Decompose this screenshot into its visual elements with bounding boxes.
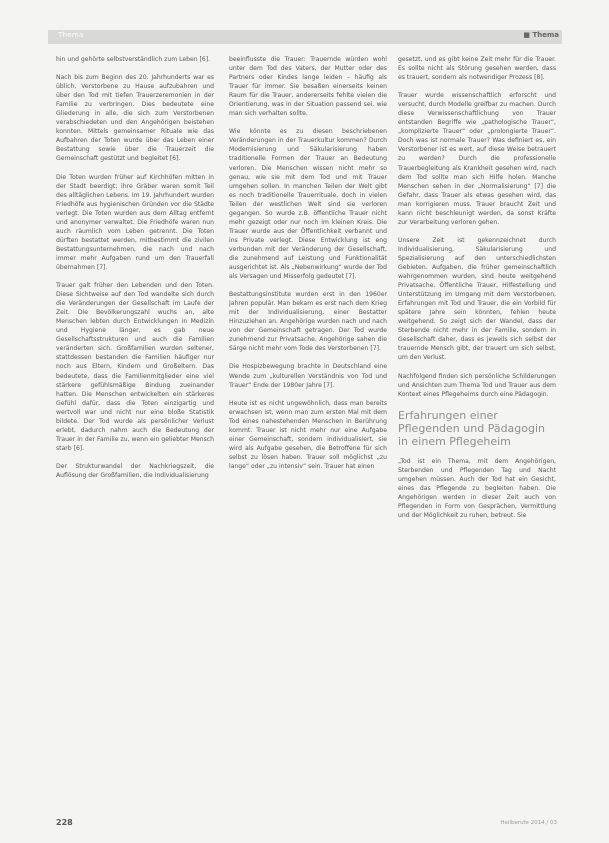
header-bar xyxy=(48,30,562,44)
paragraph: „Tod ist ein Thema, mit dem Angehörigen, Sterbenden und Pflegenden Tag und Nacht umgehen müssen. Auch der Tod hat ein Gesicht, eines das Pflegende zu begleiten haben. Die Angehörigen werden in dieser Zeit auch von Pflegenden in Form von Gesprächen, Vermittlung und der Möglichkeit zu ruhen, betreut. Sie xyxy=(398,457,556,519)
text-column-3 xyxy=(398,55,556,529)
header-thema-label: ■ Thema xyxy=(523,31,559,39)
paragraph: Trauer galt früher den Lebenden und den Toten. Diese Sichtweise auf den Tod wandelte sich durch die Veränderungen der Gesellschaft im Laufe der Zeit. Die Bevölkerungszahl wuchs an, alte Menschen lebten durch Entwicklungen in Medizin und Hygiene länger, es gab neue Gesellschaftsstrukturen und auch die Familien veränderten sich. Großfamilien wurden seltener, stattdessen bestanden die Familien häufiger nur noch aus Eltern, Kindern und Großeltern. Das bedeutete, dass die Familienmitglieder eine viel stärkere gefühlsmäßige Bindung zueinander hatten. Die Menschen entwickelten ein stärkeres Gefühl dafür, dass die Toten einzigartig und wertvoll war und nicht nur eine bloße Statistik bildete. Der Tod wurde als persönlicher Verlust erlebt, dadurch nahm auch die Bedeutung der Trauer in der Familie zu, wenn ein geliebter Mensch starb [6]. xyxy=(56,282,214,452)
text-column-1 xyxy=(56,55,214,489)
paragraph: Die Toten wurden früher auf Kirchhöfen mitten in der Stadt beerdigt; ihre Gräber waren somit Teil des alltäglichen Lebens. Im 19. Jahrhundert wurden Friedhöfe aus hygienischen Gründen vor die Städte verlegt. Die Toten wurden aus dem Alltag entfernt und anonymer verwaltet. Die Friedhöfe waren nun auch räumlich vom Leben getrennt. Die Toten dürften bestattet werden, mitbestimmt die zivilen Bestattungsunternehmen, die nach und nach immer mehr Aufgaben rund um den Trauerfall übernahmen [7]. xyxy=(56,173,214,271)
paragraph: gesetzt, und es gibt keine Zeit mehr für die Trauer. Es sollte nicht als Störung gesehen werden, dass es trauert, sondern als notwendiger Prozess [8]. xyxy=(398,56,556,82)
paragraph: Trauer wurde wissenschaftlich erforscht und versucht, durch Modelle greifbar zu machen. Durch diese Verwissenschaftlichung von Trauer entstanden Begriffe wie „pathologische Trauer“, „komplizierte Trauer“ oder „prolongierte Trauer“. Doch was ist normale Trauer? Was definiert es, ein Verstorbener ist es wert, auf diese Weise betrauert zu werden? Durch die professionelle Trauerbegleitung als Krankheit gesehen wird, nach dem Tod sollte man sich Hilfe holen. Manche Menschen sehen in der „Normalisierung“ [7] die Gefahr, dass Trauer als etwas gesehen wird, das man korrigieren muss. Trauer braucht Zeit und kann nicht beschleunigt werden, da sonst Kräfte zur Verarbeitung verloren gehen. xyxy=(398,92,556,226)
paragraph: Heute ist es nicht ungewöhnlich, dass man bereits erwachsen ist, wenn man zum ersten Mal mit dem Tod eines nahestehenden Menschen in Berührung kommt. Trauer ist nicht mehr nur eine Aufgabe einer Gemeinschaft, sondern individualisiert, sie wird als Aufgabe gesehen, die Betroffene für sich selbst zu lösen haben. Trauer soll möglichst „zu lange“ oder „zu intensiv“ sein. Trauer hat einen xyxy=(229,399,387,470)
paragraph: Die Hospizbewegung brachte in Deutschland eine Wende zum „kulturellen Verständnis von Tod und Trauer“ Ende der 1980er Jahre [7]. xyxy=(229,363,387,389)
paragraph: hin und gehörte selbstverständlich zum Leben [6]. xyxy=(56,56,211,63)
text-column-2 xyxy=(229,55,387,480)
paragraph: beeinflusste die Trauer: Trauernde würden wohl unter dem Tod des Vaters, der Mutter oder des Partners oder Kindes lange leiden – häufig als Trauer für immer. Sie besaßen einerseits keinen Raum für die Trauer, andererseits fehlte vielen die Orientierung, was in der Situation passend sei, wie man sich verhalten sollte. xyxy=(229,56,387,118)
page-number: 228 xyxy=(56,818,73,827)
paragraph: Unsere Zeit ist gekennzeichnet durch Individualisierung, Säkularisierung und Spezialisierung auf den unterschiedlichsten Gebieten. Aufgaben, die früher gemeinschaftlich wahrgenommen wurden, sind heute weitgehend Privatsache. Öffentliche Trauer, Hilfestellung und Unterstützung im Umgang mit dem Verstorbenen, Erfahrungen mit Tod und Trauer, die ein Vorbild für spätere Jahre sein könnten, fehlen heute weitgehend. So zeigt sich der Wandel, dass der Sterbende nicht mehr in der Familie, sondern in Gesellschaft daher, dass es jeweils sich selbst der trauernde Mensch gibt, der trauert um sich selbst, um den Verlust. xyxy=(398,236,556,362)
paragraph: Wie könnte es zu diesen beschriebenen Veränderungen in der Trauerkultur kommen? Durch Modernisierung und Säkularisierung haben traditionelle Formen der Trauer an Bedeutung verloren. Die Menschen wissen nicht mehr so genau, wie sie mit dem Tod und mit Trauer umgehen sollen. In manchen Teilen der Welt gibt es noch traditionelle Trauerrituale, doch in vielen Teilen der westlichen Welt sind sie verloren gegangen. So wurde z.B. öffentliche Trauer nicht mehr gezeigt oder nur noch im kleinen Kreis. Die Trauer wurde aus der Öffentlichkeit verbannt und ins Private verlegt. Diese Entwicklung ist eng verbunden mit der Veränderung der Gesellschaft, die zunehmend auf Leistung und Funktionalität ausgerichtet ist. Als „Nebenwirkung“ wurde der Tod als Versagen und Misserfolg gedeutet [7]. xyxy=(229,128,387,281)
section-heading: Erfahrungen einer Pflegenden und Pädagogin in einem Pflegeheim xyxy=(398,408,546,448)
paragraph: Nach bis zum Beginn des 20. Jahrhunderts war es üblich, Verstorbene zu Hause aufzubahren und über den Tod mit tiefen Trauerzeremonien in der Familie zu verbringen. Dies bedeutete eine Gliederung in alle, die sich zum Verstorbenen verabschiedeten und den Angehörigen beistehen konnten. Mittels gemeinsamer Rituale wie das Aufbahren der Toten wurde über das Leben einer Bestattung sowie über die Trauerzeit die Gemeinschaft gestützt und begleitet [6]. xyxy=(56,74,214,163)
paragraph: Nachfolgend finden sich persönliche Schilderungen und Ansichten zum Thema Tod und Trauer aus dem Kontext eines Pflegeheims durch eine Pädagogin. xyxy=(398,372,556,398)
footer-journal-info: Heilberufe 2014 / 03 xyxy=(500,820,557,826)
paragraph: Bestattungsinstitute wurden erst in den 1960er Jahren populär. Man bekam es erst nach dem Krieg mit der Individualisierung, einer Bestatter Hinzuziehen an. Angehörige wurden nach und nach von der Gemeinschaft getragen. Der Tod wurde zunehmend zur Privatsache. Angehörige sahen die Särge nicht mehr vom Tode des Verstorbenen [7]. xyxy=(229,291,387,353)
paragraph: Der Strukturwandel der Nachkriegszeit, die Auflösung der Großfamilien, die Individualisierung xyxy=(56,462,214,479)
header-section-label: Thema xyxy=(58,31,84,39)
